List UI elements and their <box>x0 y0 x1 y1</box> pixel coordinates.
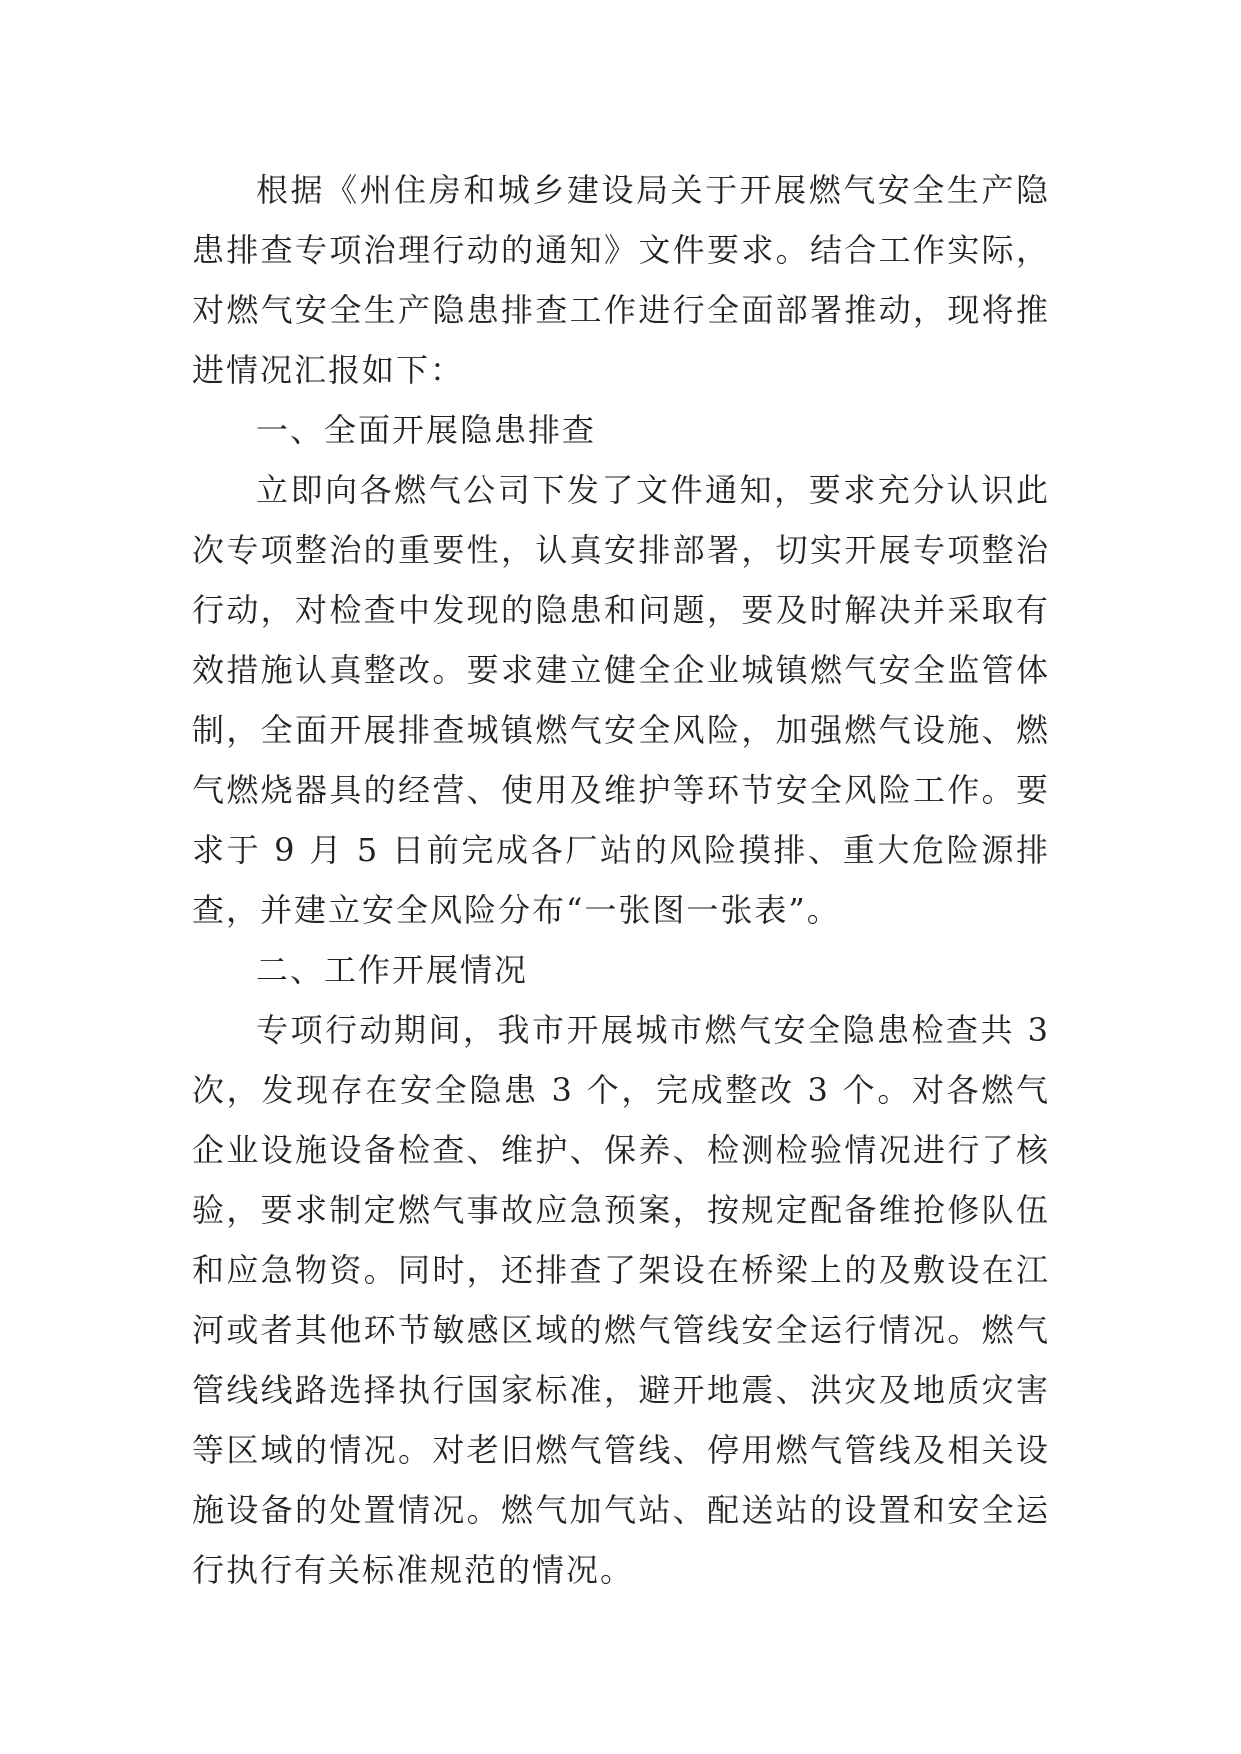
section-1-heading: 一、全面开展隐患排查 <box>256 411 597 449</box>
section-2-paragraph: 专项行动期间，我市开展城市燃气安全隐患检查共 3 次，发现存在安全隐患 3 个，完成整改 3 个。对各燃气企业设施设备检查、维护、保养、检测检验情况进行了核验，要求制定燃气事故应急预案，按规定配备维抢修队伍和应急物资。同时，还排查了架设在桥梁上的及敷设在江河或者其他环节敏感区域的燃气管线安全运行情况。燃气管线线路选择执行国家标准，避开地震、洪灾及地质灾害等区域的情况。对老旧燃气管线、停用燃气管线及相关设施设备的处置情况。燃气加气站、配送站的设置和安全运行执行有关标准规范的情况。 <box>192 1011 1063 1589</box>
section-1-paragraph: 立即向各燃气公司下发了文件通知，要求充分认识此次专项整治的重要性，认真安排部署，切实开展专项整治行动，对检查中发现的隐患和问题，要及时解决并采取有效措施认真整改。要求建立健全企业城镇燃气安全监管体制，全面开展排查城镇燃气安全风险，加强燃气设施、燃气燃烧器具的经营、使用及维护等环节安全风险工作。要求于 9 月 5 日前完成各厂站的风险摸排、重大危险源排查，并建立安全风险分布“一张图一张表”。 <box>192 471 1050 929</box>
document-body <box>192 160 1063 1600</box>
section-2-heading: 二、工作开展情况 <box>256 951 529 989</box>
intro-paragraph: 根据《州住房和城乡建设局关于开展燃气安全生产隐患排查专项治理行动的通知》文件要求。结合工作实际，对燃气安全生产隐患排查工作进行全面部署推动，现将推进情况汇报如下： <box>192 171 1050 389</box>
